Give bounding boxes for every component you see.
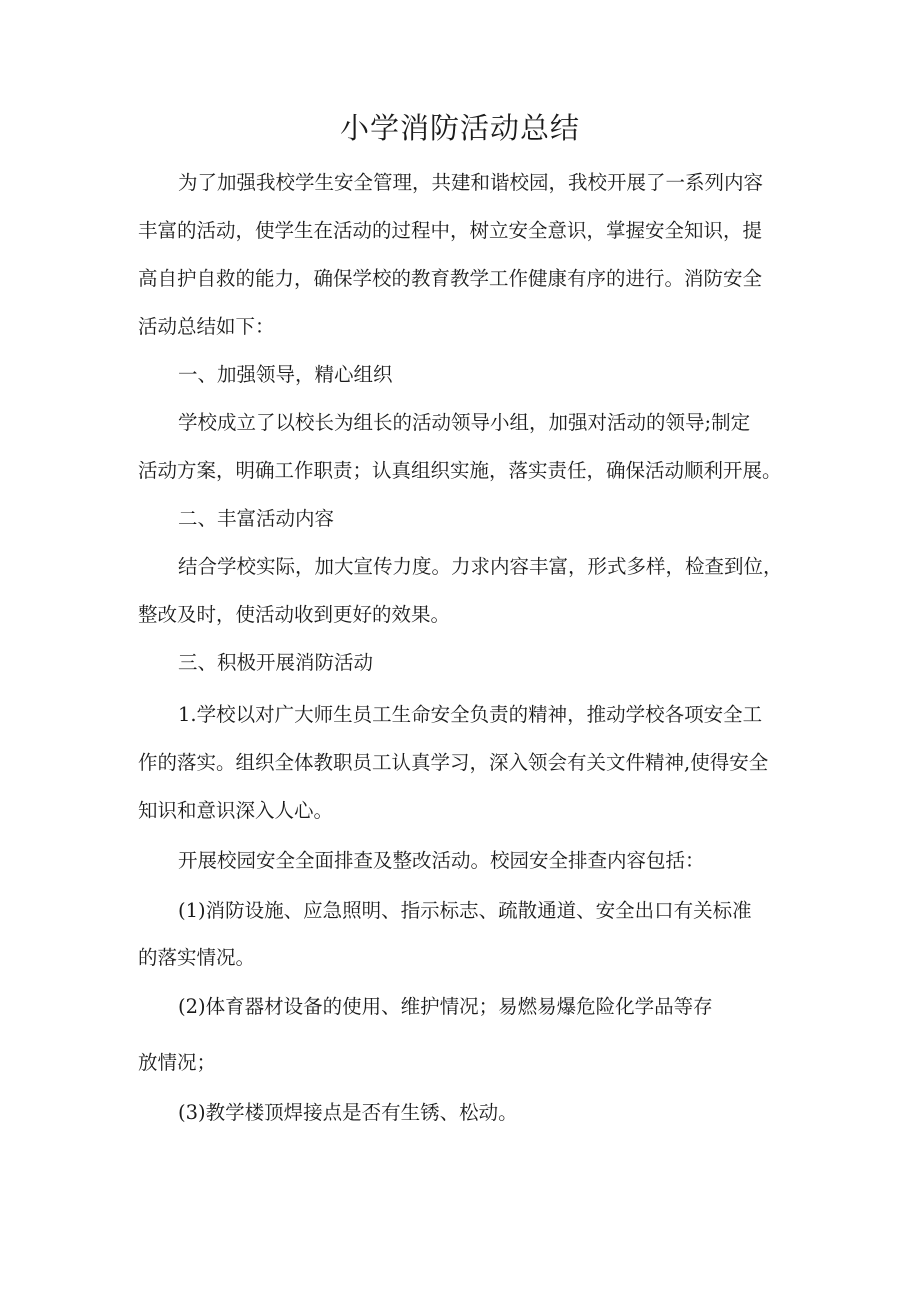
paragraph-line: 知识和意识深入人心。 (138, 799, 334, 822)
paragraph-line: 活动总结如下： (138, 315, 275, 338)
paragraph-line: 作的落实。组织全体教职员工认真学习，深入领会有关文件精神,使得安全 (138, 751, 769, 774)
section-heading: 二、丰富活动内容 (178, 507, 335, 530)
paragraph-line: 1.学校以对广大师生员工生命安全负责的精神，推动学校各项安全工 (178, 703, 763, 726)
section-heading: 三、积极开展消防活动 (178, 651, 374, 674)
paragraph-line: 的落实情况。 (138, 946, 256, 969)
paragraph-line: 丰富的活动，使学生在活动的过程中，树立安全意识，掌握安全知识，提 (138, 219, 763, 242)
document-title: 小学消防活动总结 (339, 111, 580, 145)
paragraph-line: 开展校园安全全面排查及整改活动。校园安全排查内容包括： (178, 849, 705, 872)
paragraph-line: 高自护自救的能力，确保学校的教育教学工作健康有序的进行。消防安全 (138, 267, 763, 290)
paragraph-line: 为了加强我校学生安全管理，共建和谐校园，我校开展了一系列内容 (178, 171, 764, 194)
paragraph-line: 学校成立了以校长为组长的活动领导小组，加强对活动的领导;制定 (178, 411, 751, 434)
section-heading: 一、加强领导，精心组织 (178, 363, 393, 386)
paragraph-line: 整改及时，使活动收到更好的效果。 (138, 603, 451, 626)
list-item: (1)消防设施、应急照明、指示标志、疏散通道、安全出口有关标准 (178, 899, 752, 922)
paragraph-line: 结合学校实际，加大宣传力度。力求内容丰富，形式多样，检查到位， (178, 555, 783, 578)
list-item: (3)教学楼顶焊接点是否有生锈、松动。 (178, 1101, 518, 1124)
paragraph-line: 放情况； (138, 1051, 217, 1074)
list-item: (2)体育器材设备的使用、维护情况；易燃易爆危险化学品等存 (178, 995, 713, 1018)
paragraph-line: 活动方案，明确工作职责；认真组织实施，落实责任，确保活动顺利开展。 (138, 459, 782, 482)
